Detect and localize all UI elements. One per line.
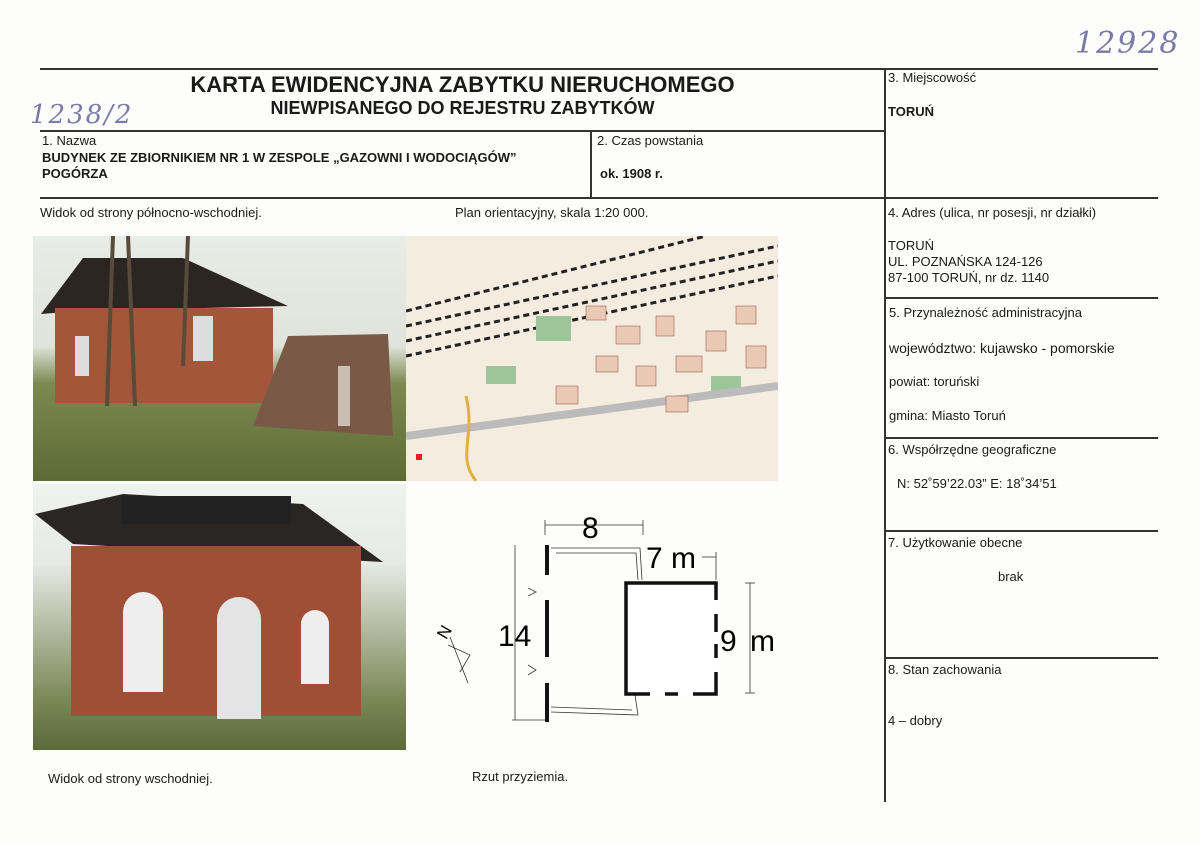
name-value-2: POGÓRZA <box>42 166 108 181</box>
address-line1: TORUŃ <box>888 238 934 253</box>
caption-plan: Rzut przyziemia. <box>472 769 569 784</box>
divider <box>884 68 886 802</box>
page-title: KARTA EWIDENCYJNA ZABYTKU NIERUCHOMEGO <box>190 72 735 97</box>
locality-label: 3. Miejscowość <box>888 70 977 85</box>
plan-dim-top: 8 <box>582 512 599 545</box>
address-label: 4. Adres (ulica, nr posesji, nr działki) <box>888 205 1097 220</box>
coords-label: 6. Współrzędne geograficzne <box>888 442 1057 457</box>
caption-map: Plan orientacyjny, skala 1:20 000. <box>455 205 649 220</box>
name-value: BUDYNEK ZE ZBIORNIKIEM NR 1 W ZESPOLE „GAZOWNI I WODOCIĄGÓW” <box>42 150 517 165</box>
date-value: ok. 1908 r. <box>600 166 663 181</box>
locality-value: TORUŃ <box>888 104 934 119</box>
handwritten-number: 12928 <box>1075 26 1181 61</box>
divider <box>885 530 1158 532</box>
address-line2: UL. POZNAŃSKA 124-126 <box>888 254 1043 269</box>
divider <box>885 297 1158 299</box>
date-label: 2. Czas powstania <box>597 133 704 148</box>
north-arrow-icon: N <box>433 622 456 643</box>
divider <box>590 130 592 198</box>
divider <box>40 68 1158 70</box>
handwritten-number-left: 1238/2 <box>30 100 134 130</box>
plan-dim-mid: 7 m <box>646 542 697 575</box>
coords-value: N: 52˚59’22.03” E: 18˚34’51 <box>897 476 1057 491</box>
photo-east-view <box>33 484 406 750</box>
orientation-map <box>406 236 778 481</box>
plan-dim-right: 9 <box>720 625 737 658</box>
caption-photo-ne: Widok od strony północno-wschodniej. <box>40 205 262 220</box>
commune: gmina: Miasto Toruń <box>889 408 1006 423</box>
county: powiat: toruński <box>889 374 980 389</box>
name-label: 1. Nazwa <box>42 133 97 148</box>
page-subtitle: NIEWPISANEGO DO REJESTRU ZABYTKÓW <box>270 98 655 118</box>
divider <box>40 197 1158 199</box>
ground-floor-plan <box>420 500 800 740</box>
voivodeship: województwo: kujawsko - pomorskie <box>889 340 1115 356</box>
condition-label: 8. Stan zachowania <box>888 662 1002 677</box>
divider <box>885 657 1158 659</box>
admin-label: 5. Przynależność administracyjna <box>889 305 1082 320</box>
plan-dim-right-unit: m <box>750 625 775 658</box>
plan-dim-left: 14 <box>498 620 532 653</box>
photo-northeast-view <box>33 236 406 481</box>
address-line3: 87-100 TORUŃ, nr dz. 1140 <box>888 270 1050 285</box>
usage-label: 7. Użytkowanie obecne <box>888 535 1023 550</box>
caption-photo-e: Widok od strony wschodniej. <box>48 771 213 786</box>
usage-value: brak <box>998 569 1024 584</box>
condition-value: 4 – dobry <box>888 713 943 728</box>
divider <box>40 130 885 132</box>
divider <box>885 437 1158 439</box>
